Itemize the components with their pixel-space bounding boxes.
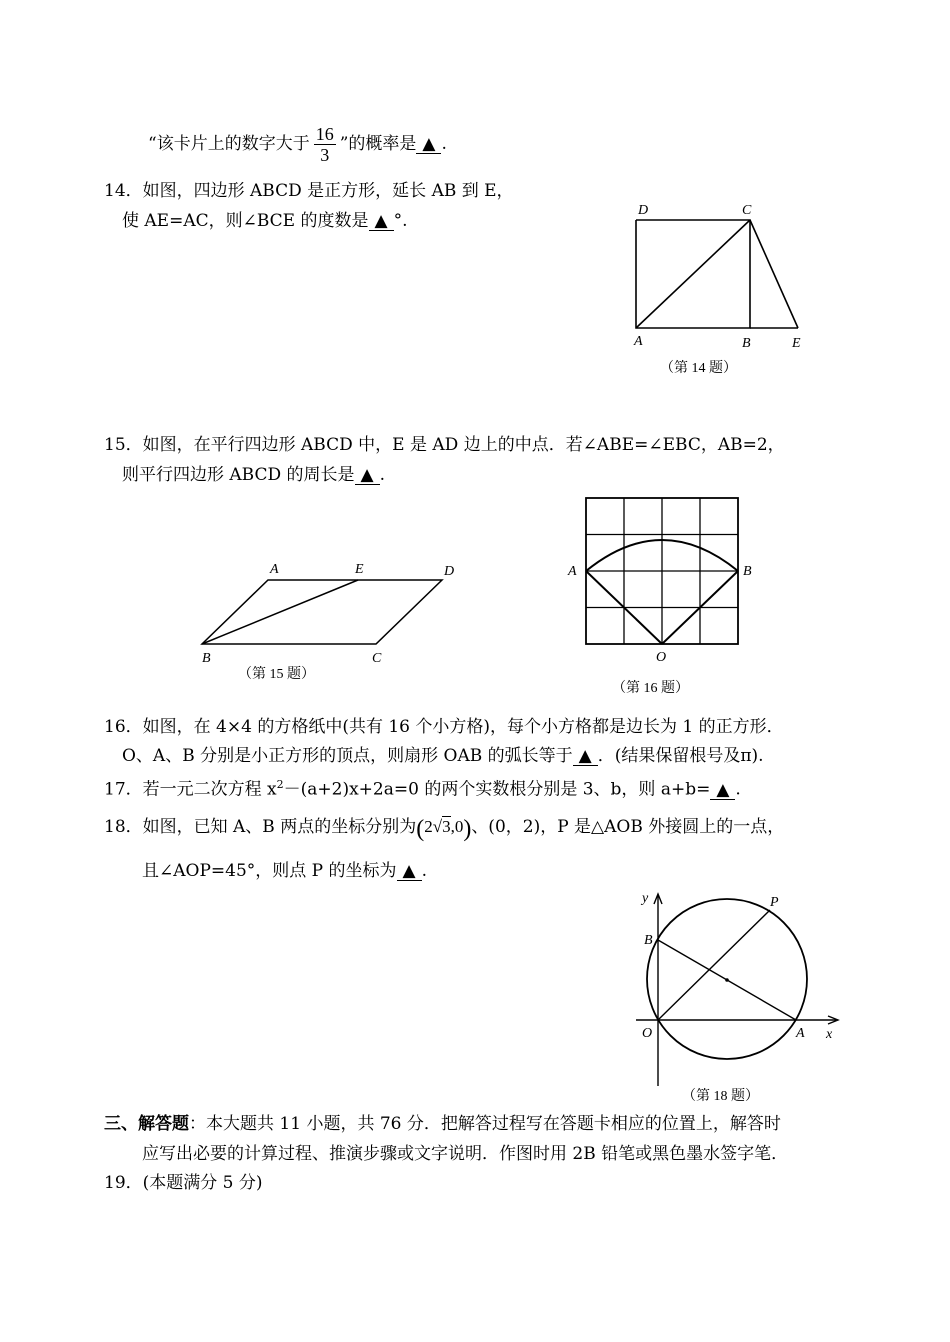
q16-line2-text: O、A、B 分别是小正方形的顶点，则扇形 OAB 的弧长等于 <box>122 746 573 766</box>
segment-op <box>658 910 770 1020</box>
label-c: C <box>372 651 382 666</box>
label-a: A <box>568 564 577 579</box>
section3-text1: ：本大题共 11 小题，共 76 分．把解答过程写在答题卡相应的位置上，解答时 <box>189 1114 781 1134</box>
q15-line2 <box>122 464 385 486</box>
section-heading: 三、解答题 <box>104 1114 189 1134</box>
parallelogram-abcd <box>202 580 442 644</box>
q19-line: 19．(本题满分 5 分) <box>104 1173 263 1193</box>
q14-line2 <box>122 210 407 232</box>
q15-line2-text: 则平行四边形 ABCD 的周长是 <box>122 465 355 485</box>
label-d: D <box>638 203 649 218</box>
caption-q18: （第 18 题） <box>682 1089 759 1104</box>
section3-line2: 应写出必要的计算过程、推演步骤或文字说明．作图时用 2B 铅笔或黑色墨水签字笔． <box>142 1144 789 1164</box>
q14-line2-text: 使 AE=AC，则∠BCE 的度数是 <box>122 211 369 231</box>
label-b: B <box>202 651 211 666</box>
grid <box>586 498 738 644</box>
label-e: E <box>792 336 801 351</box>
coord-rest: ,0 <box>450 817 464 836</box>
q16-line2 <box>122 745 764 767</box>
q17-line <box>104 774 741 801</box>
coord-sqrt-expr <box>424 816 463 836</box>
figure-q16 <box>560 494 770 700</box>
label-x: x <box>826 1027 833 1042</box>
fraction-numerator: 16 <box>315 124 334 144</box>
coord-open-paren: ( <box>416 816 425 842</box>
q18-text-pre: 18．如图，已知 A、B 两点的坐标分别为 <box>104 817 417 837</box>
coord-close-paren: ) <box>463 816 472 842</box>
diagonal-ac <box>636 220 750 328</box>
q17-exponent: 2 <box>276 778 284 791</box>
q17-end: . <box>735 779 741 800</box>
sqrt-symbol: √ <box>432 817 443 836</box>
caption-q14: （第 14 题） <box>660 361 737 376</box>
answer-blank-q16: ▲ <box>573 747 598 766</box>
coord-coefficient: 2 <box>424 817 433 836</box>
answer-blank-q18: ▲ <box>397 862 422 881</box>
figure-q18 <box>630 890 850 1110</box>
label-b: B <box>742 336 751 351</box>
q15-line1: 15．如图，在平行四边形 ABCD 中，E 是 AD 边上的中点．若∠ABE=∠EBC，AB=2， <box>104 435 785 455</box>
q17-text-pre: 17．若一元二次方程 x <box>104 779 277 800</box>
label-p: P <box>770 895 779 910</box>
q13-end: . <box>441 134 447 154</box>
q14-line2-end: °. <box>393 211 408 231</box>
answer-blank-q14: ▲ <box>369 212 394 231</box>
label-c: C <box>742 203 752 218</box>
q14-line1: 14．如图，四边形 ABCD 是正方形，延长 AB 到 E， <box>104 181 514 201</box>
q15-line2-end: . <box>379 465 386 485</box>
segment-be <box>202 580 358 644</box>
section3-line1 <box>104 1113 781 1135</box>
label-d: D <box>444 564 455 579</box>
label-b: B <box>743 564 752 579</box>
label-a: A <box>634 334 643 349</box>
label-o: O <box>656 650 667 665</box>
label-a: A <box>796 1026 805 1041</box>
fraction-denominator: 3 <box>320 145 330 165</box>
coordinate-a <box>416 816 472 842</box>
label-a: A <box>270 562 279 577</box>
q13-suffix: ”的概率是 <box>339 134 417 154</box>
q18-line2-text: 且∠AOP=45°，则点 P 的坐标为 <box>142 861 397 881</box>
label-b: B <box>644 933 653 948</box>
q18-line1 <box>104 816 784 840</box>
q16-line1: 16．如图，在 4×4 的方格纸中(共有 16 个小方格)，每个小方格都是边长为 1 的正方形． <box>104 717 784 737</box>
q18-line2 <box>142 860 427 882</box>
q16-line2-end: ．(结果保留根号及π). <box>597 746 764 766</box>
q18-text-post: 、(0，2)，P 是△AOB 外接圆上的一点， <box>471 817 785 837</box>
caption-q16: （第 16 题） <box>612 681 689 696</box>
fraction-16-3 <box>314 124 336 165</box>
label-o: O <box>642 1026 653 1041</box>
circle-center <box>725 978 729 982</box>
answer-blank-q13: ▲ <box>416 135 441 154</box>
q18-line2-end: . <box>421 861 428 881</box>
figure-q14 <box>620 200 820 380</box>
q13-prefix: “该卡片上的数字大于 <box>148 134 310 154</box>
figure-q15 <box>190 556 480 686</box>
q13-tail-line <box>148 122 447 166</box>
label-e: E <box>355 562 364 577</box>
caption-q15: （第 15 题） <box>238 667 315 682</box>
answer-blank-q15: ▲ <box>355 466 380 485</box>
segment-ce <box>750 220 798 328</box>
label-y: y <box>642 891 649 906</box>
q17-text-mid: －(a+2)x+2a=0 的两个实数根分别是 3、b，则 a+b= <box>283 779 711 800</box>
radicand: 3 <box>442 817 451 836</box>
answer-blank-q17: ▲ <box>710 781 735 800</box>
